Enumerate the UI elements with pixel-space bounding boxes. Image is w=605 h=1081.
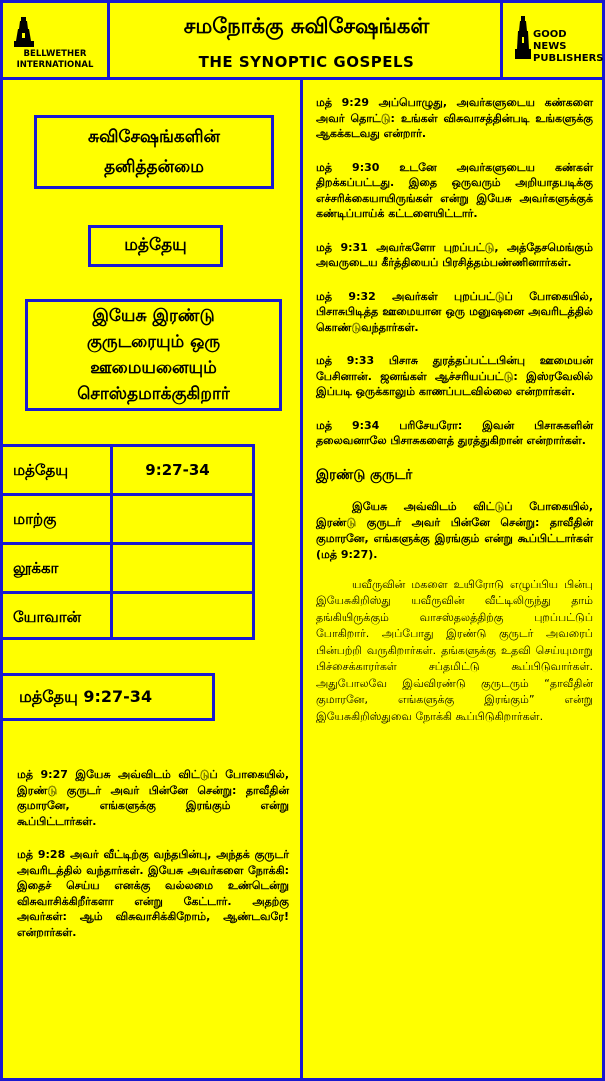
verse-9-30: மத் 9:30 உடனே அவர்களுடைய கண்கள் திறக்கப்பட்டது. இதை ஒருவரும் அறியாதபடிக்கு எச்சரிக்கையாயிருங்கள் என்று இயேசு அவர்களுக்குக் கண்டிப்பாய்க் கட்டளையிட்டார். bbox=[316, 160, 593, 220]
narrative-paragraph: இயேசு அவ்விடம் விட்டுப் போகையில், இரண்டு குருடர் அவர் பின்னே சென்று: தாவீதின் குமாரனே, எங்களுக்கு இரங்கும் என்று கூப்பிட்டார்கள் (மத் 9:27). bbox=[316, 499, 593, 561]
good-news-logo-text: GOOD NEWS PUBLISHERS bbox=[533, 29, 604, 64]
reference-gospel-name: மாற்கு bbox=[13, 510, 57, 528]
verses-right-column bbox=[316, 95, 593, 725]
reference-value bbox=[115, 496, 240, 542]
verse-9-32: மத் 9:32 அவர்கள் புறப்பட்டுப் போகையில், பிசாசுபிடித்த ஊமையான ஒரு மனுஷனை அவரிடத்தில் கொண்டுவந்தார்கள். bbox=[316, 289, 593, 334]
verse-9-29: மத் 9:29 அப்பொழுது, அவர்களுடைய கண்களை அவர் தொட்டு: உங்கள் விசுவாசத்தின்படி உங்களுக்கு ஆகக்கடவது என்றார். bbox=[316, 96, 593, 140]
verse-9-31: மத் 9:31 அவர்களோ புறப்பட்டு, அத்தேசமெங்கும் அவருடைய கீர்த்தியைப் பிரசித்தம்பண்ணினார்கள். bbox=[316, 240, 593, 269]
gospel-box: மத்தேயு bbox=[88, 225, 223, 267]
reference-value bbox=[115, 594, 240, 640]
reference-gospel-name: யோவான் bbox=[13, 608, 82, 626]
reference-row-matthew bbox=[3, 447, 252, 496]
bellwether-logo-text: BELLWETHER INTERNATIONAL bbox=[16, 49, 94, 70]
reference-value: 9:27-34 bbox=[145, 461, 210, 479]
story-line: சொஸ்தமாக்குகிறார் bbox=[77, 384, 230, 404]
reference-value bbox=[115, 545, 240, 591]
reference-row-luke bbox=[3, 545, 252, 594]
cell-divider bbox=[110, 496, 113, 542]
cell-divider bbox=[110, 594, 113, 640]
reference-row-john bbox=[3, 594, 252, 643]
feature-line: தனித்தன்மை bbox=[104, 157, 204, 177]
reference-table bbox=[3, 444, 255, 640]
cell-divider bbox=[110, 545, 113, 591]
verse-9-33: மத் 9:33 பிசாசு துரத்தப்பட்டபின்பு ஊமையன் பேசினான். ஜனங்கள் ஆச்சரியப்பட்டு: இஸ்ரவேலில் இப்படி ஒருக்காலும் காணப்படவில்லை என்றார்கள். bbox=[316, 354, 593, 398]
commentary-paragraph: யவீருவின் மகளை உயிரோடு எழுப்பிய பின்பு இயேசுகிறிஸ்து யவீருவின் வீட்டிலிருந்து தாம் தங்கியிருக்கும் வாசஸ்தலத்திற்கு புறப்பட்டுப் போகிறார். அப்போது இரண்டு குருடர் அவரைப் பின்பற்றி வருகிறார்கள். தங்களுக்கு உதவி செய்யுமாறு பிச்சைக்காரர்கள் சப்தமிட்டு கூப்பிடுவார்கள். அதுபோலவே இவ்விரண்டு குருடரும் “தாவீதின் குமாரனே, எங்களுக்கு இரங்கும்” என்று இயேசுகிறிஸ்துவை நோக்கி கூப்பிடுகிறார்கள். bbox=[316, 577, 593, 723]
tower-icon bbox=[515, 15, 531, 61]
passage-reference-box: மத்தேயு 9:27-34 bbox=[3, 673, 215, 721]
feature-line: சுவிசேஷங்களின் bbox=[88, 127, 220, 147]
story-line: குருடரையும் ஒரு bbox=[86, 332, 221, 352]
good-news-logo bbox=[500, 3, 602, 77]
verses-left-column bbox=[17, 767, 289, 958]
cell-divider bbox=[110, 447, 113, 493]
reference-gospel-name: மத்தேயு bbox=[13, 461, 69, 479]
section-heading: இரண்டு குருடர் bbox=[316, 466, 413, 483]
tower-icon bbox=[13, 15, 35, 49]
feature-box bbox=[34, 115, 274, 189]
column-divider bbox=[300, 77, 303, 1081]
page-title-tamil: சமநோக்கு சுவிசேஷங்கள் bbox=[183, 14, 430, 38]
reference-row-mark bbox=[3, 496, 252, 545]
story-line: இயேசு இரண்டு bbox=[92, 306, 215, 326]
page-title-english: THE SYNOPTIC GOSPELS bbox=[198, 53, 415, 71]
reference-gospel-name: லூக்கா bbox=[13, 559, 59, 577]
header bbox=[3, 3, 602, 80]
story-title-box bbox=[25, 299, 282, 411]
verse-9-34: மத் 9:34 பரிசேயரோ: இவன் பிசாசுகளின் தலைவனாலே பிசாசுகளைத் துரத்துகிறான் என்றார்கள். bbox=[316, 418, 593, 447]
verse-9-27: மத் 9:27 இயேசு அவ்விடம் விட்டுப் போகையில், இரண்டு குருடர் அவர் பின்னே சென்று: தாவீதின் குமாரனே, எங்களுக்கு இரங்கும் என்று கூப்பிட்டார்கள். bbox=[17, 768, 289, 828]
bellwether-logo bbox=[3, 3, 110, 77]
verse-9-28: மத் 9:28 அவர் வீட்டிற்கு வந்தபின்பு, அந்தக் குருடர் அவரிடத்தில் வந்தார்கள். இயேசு அவர்களை நோக்கி: இதைச் செய்ய எனக்கு வல்லமை உண்டென்று விசுவாசிக்கிறீர்களா என்று கேட்டார். அதற்கு அவர்கள்: ஆம் விசுவாசிக்கிறோம், ஆண்டவரே! என்றார்கள். bbox=[17, 848, 289, 939]
story-line: ஊமையனையும் bbox=[90, 358, 217, 378]
